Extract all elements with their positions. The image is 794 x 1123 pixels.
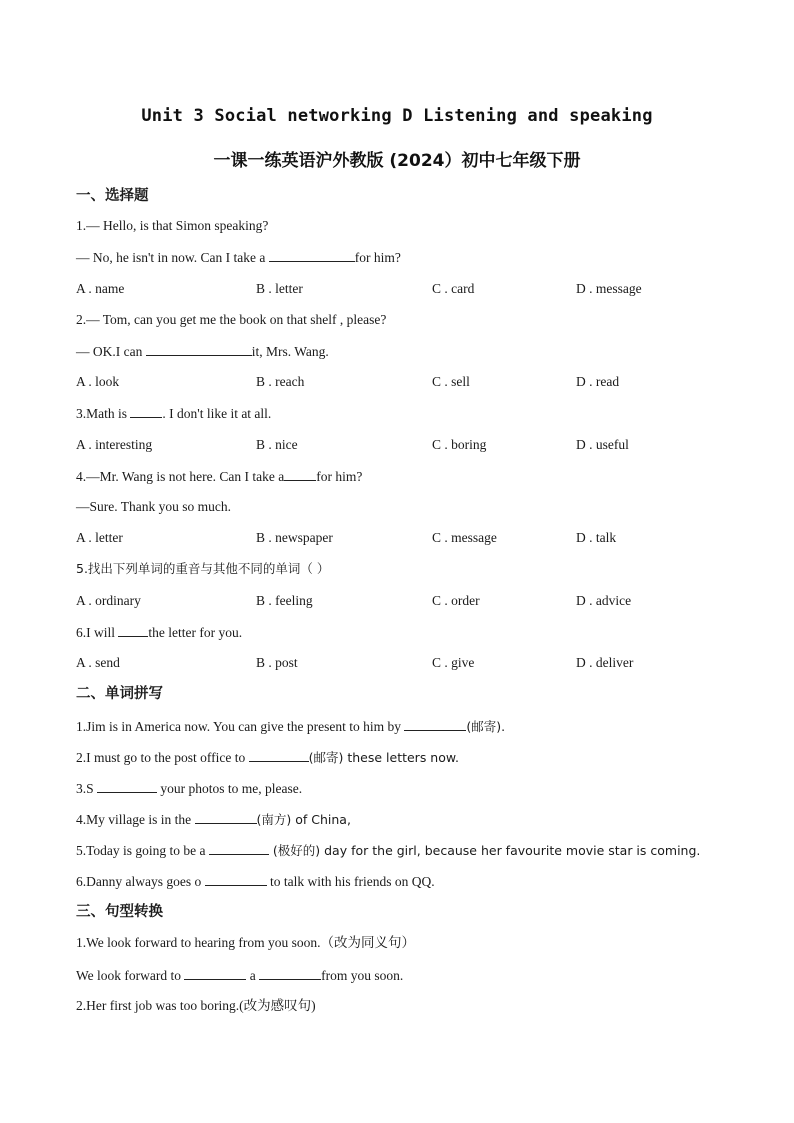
q6-line1-text-b: the letter for you.	[148, 625, 243, 640]
option-d[interactable]: D . message	[576, 281, 642, 296]
transform-item-1	[76, 934, 415, 952]
answer-blank[interactable]	[130, 404, 162, 418]
spelling-6-text-b: to talk with his friends on QQ.	[266, 874, 435, 889]
option-a[interactable]: A . ordinary	[76, 593, 141, 608]
option-b[interactable]: B . post	[256, 655, 298, 670]
option-c[interactable]: C . message	[432, 530, 497, 545]
answer-blank[interactable]	[209, 841, 269, 855]
spelling-item-5	[76, 841, 700, 860]
option-b[interactable]: B . letter	[256, 281, 303, 296]
q4-line1	[76, 467, 362, 486]
option-a[interactable]: A . name	[76, 281, 125, 296]
spelling-5-text-a: 5.Today is going to be a	[76, 843, 209, 858]
q1-line2-text-a: — No, he isn't in now. Can I take a	[76, 250, 269, 265]
spelling-item-2	[76, 748, 459, 767]
option-a[interactable]: A . interesting	[76, 437, 153, 452]
answer-blank[interactable]	[184, 966, 246, 980]
answer-blank[interactable]	[195, 810, 257, 824]
q3-line1-text-a: 3.Math is	[76, 406, 131, 421]
answer-blank[interactable]	[259, 966, 321, 980]
section-heading-choice: 一、选择题	[76, 188, 149, 204]
q2-line2-text-a: — OK.I can	[76, 344, 146, 359]
q6-options	[76, 654, 776, 672]
spelling-6-text-a: 6.Danny always goes o	[76, 874, 205, 889]
transform-1-answer-text-b: a	[246, 968, 260, 983]
q4-line1-text-b: for him?	[316, 469, 363, 484]
answer-blank[interactable]	[146, 342, 252, 356]
answer-blank[interactable]	[97, 779, 157, 793]
spelling-2-text-b: (邮寄) these letters now.	[308, 750, 459, 765]
q3-options	[76, 436, 776, 454]
option-c[interactable]: C . boring	[432, 437, 487, 452]
spelling-item-3	[76, 779, 302, 798]
option-a[interactable]: A . look	[76, 374, 120, 389]
section-heading-spelling: 二、单词拼写	[76, 686, 163, 702]
option-d[interactable]: D . talk	[576, 530, 617, 545]
transform-item-2	[76, 997, 316, 1015]
q5-options	[76, 592, 776, 610]
spelling-4-text-b: (南方) of China,	[256, 812, 351, 827]
q4-options	[76, 529, 776, 547]
spelling-1-text-a: 1.Jim is in America now. You can give the present to him by	[76, 719, 405, 734]
answer-blank[interactable]	[118, 623, 148, 637]
option-b[interactable]: B . newspaper	[256, 530, 333, 545]
spelling-1-text-b: (邮寄).	[466, 719, 506, 734]
section-heading-transform: 三、句型转换	[76, 904, 163, 920]
option-d[interactable]: D . read	[576, 374, 620, 389]
q3-line1	[76, 404, 271, 423]
q1-line2-text-b: for him?	[354, 250, 401, 265]
option-c[interactable]: C . card	[432, 281, 475, 296]
q6-line1	[76, 623, 242, 642]
answer-blank[interactable]	[269, 248, 355, 262]
spelling-item-6	[76, 872, 435, 891]
option-b[interactable]: B . nice	[256, 437, 298, 452]
option-b[interactable]: B . feeling	[256, 593, 313, 608]
option-a[interactable]: A . send	[76, 655, 120, 670]
spelling-2-text-a: 2.I must go to the post office to	[76, 750, 249, 765]
answer-blank[interactable]	[205, 872, 267, 886]
title-english: Unit 3 Social networking D Listening and speaking	[141, 106, 653, 126]
transform-1-answer-text-a: We look forward to	[76, 968, 185, 983]
option-a[interactable]: A . letter	[76, 530, 123, 545]
spelling-item-1	[76, 717, 505, 736]
answer-blank[interactable]	[284, 467, 316, 481]
title-chinese: 一课一练英语沪外教版 (2024）初中七年级下册	[213, 151, 581, 171]
q1-options	[76, 280, 776, 298]
q1-line2	[76, 248, 401, 267]
option-d[interactable]: D . deliver	[576, 655, 634, 670]
spelling-item-4	[76, 810, 351, 829]
transform-1-text: 1.We look forward to hearing from you soon.（改为同义句）	[76, 935, 415, 950]
q5-line1: 5.找出下列单词的重音与其他不同的单词（ ）	[76, 561, 330, 576]
option-c[interactable]: C . sell	[432, 374, 470, 389]
q2-line1: 2.— Tom, can you get me the book on that shelf , please?	[76, 312, 387, 327]
q4-line2: —Sure. Thank you so much.	[76, 499, 231, 514]
transform-1-answer-text-c: from you soon.	[321, 968, 404, 983]
spelling-3-text-a: 3.S	[76, 781, 98, 796]
q2-line2-text-b: it, Mrs. Wang.	[251, 344, 329, 359]
option-d[interactable]: D . useful	[576, 437, 629, 452]
spelling-5-text-b: (极好的) day for the girl, because her favourite movie star is coming.	[268, 843, 701, 858]
option-d[interactable]: D . advice	[576, 593, 632, 608]
transform-item-1-answer	[76, 966, 403, 985]
option-b[interactable]: B . reach	[256, 374, 305, 389]
answer-blank[interactable]	[249, 748, 309, 762]
q2-line2	[76, 342, 329, 361]
answer-blank[interactable]	[404, 717, 466, 731]
q2-options	[76, 373, 776, 391]
transform-2-text: 2.Her first job was too boring.(改为感叹句)	[76, 998, 316, 1013]
q4-line1-text-a: 4.—Mr. Wang is not here. Can I take a	[76, 469, 285, 484]
spelling-3-text-b: your photos to me, please.	[157, 781, 303, 796]
q3-line1-text-b: . I don't like it at all.	[162, 406, 272, 421]
option-c[interactable]: C . order	[432, 593, 480, 608]
option-c[interactable]: C . give	[432, 655, 475, 670]
q1-line1: 1.— Hello, is that Simon speaking?	[76, 218, 269, 233]
q6-line1-text-a: 6.I will	[76, 625, 119, 640]
spelling-4-text-a: 4.My village is in the	[76, 812, 195, 827]
